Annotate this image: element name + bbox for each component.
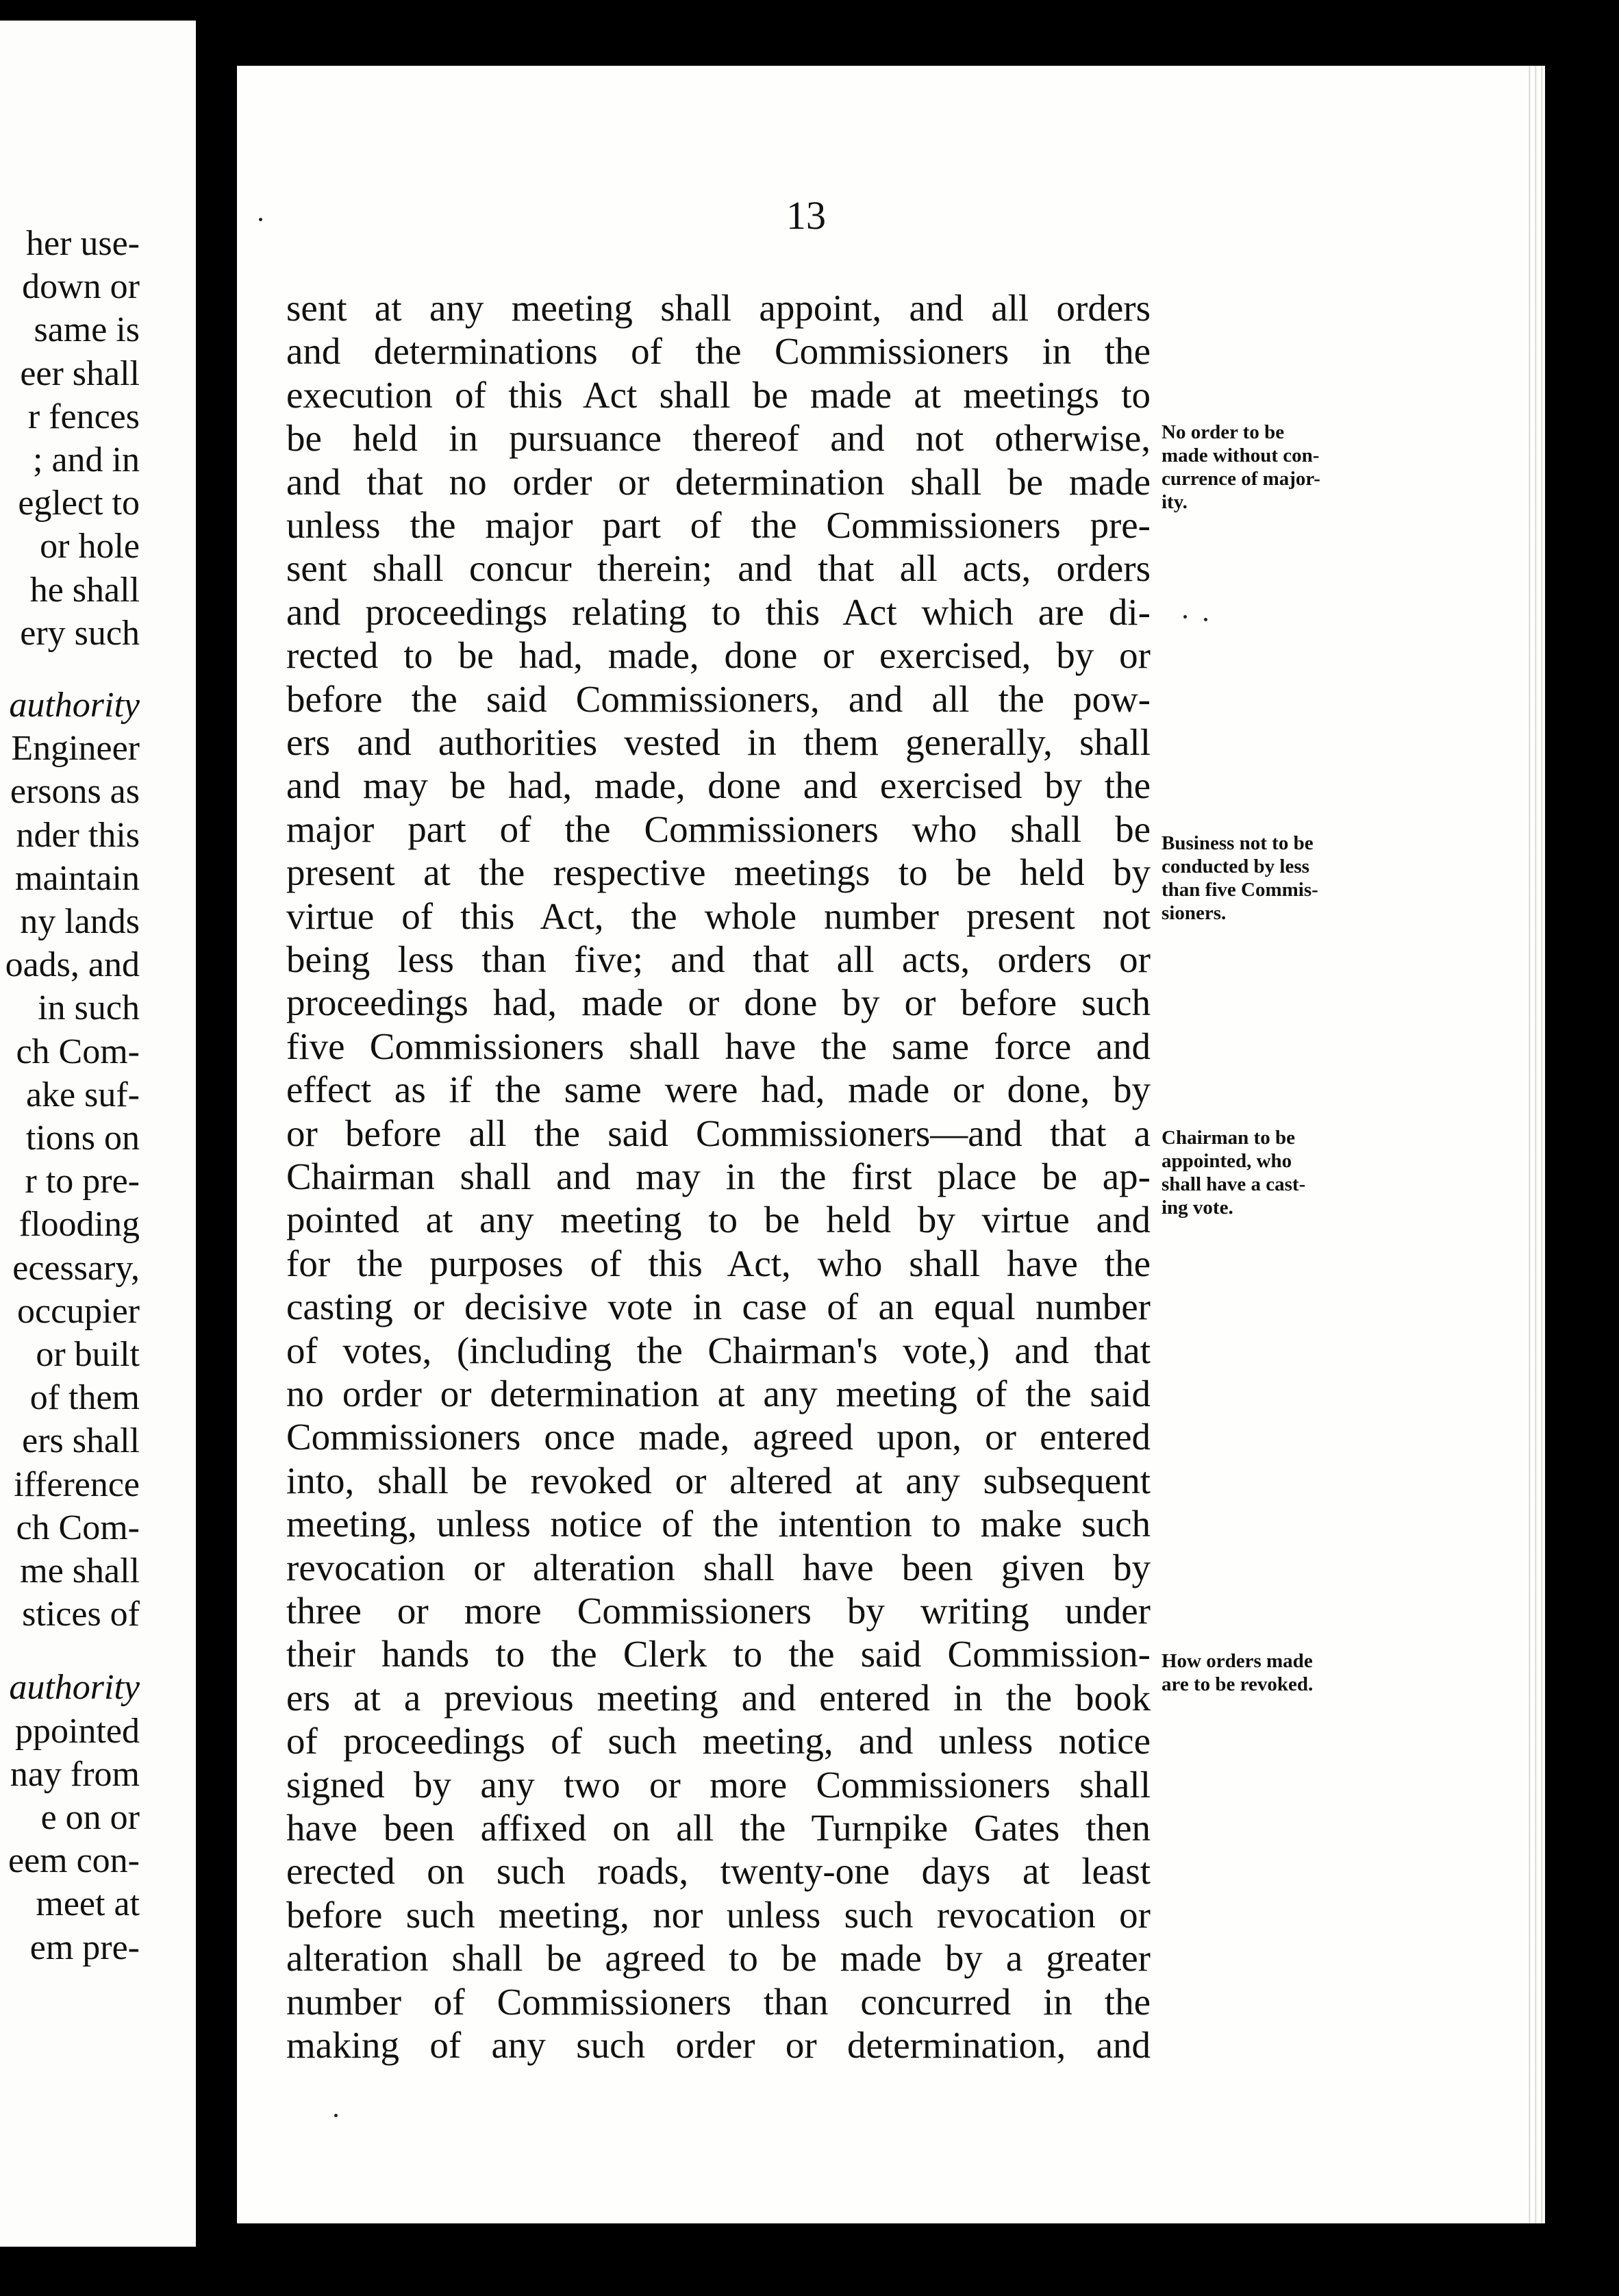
note-business-five-commissioners <box>1162 832 1394 925</box>
body-line: virtue of this Act, the whole number present not <box>286 895 1151 937</box>
body-line: number of Commissioners than concurred in the <box>286 1980 1151 2023</box>
facing-page-line: eer shall <box>20 353 140 393</box>
facing-page-line: eem con- <box>8 1841 140 1881</box>
marginal-note-line: conducted by less <box>1162 856 1309 877</box>
body-line: proceedings had, made or done by or before such <box>286 982 1151 1024</box>
facing-page-line: down or <box>22 267 140 307</box>
ink-speck <box>1204 618 1207 621</box>
marginal-note-line: shall have a cast- <box>1162 1173 1306 1195</box>
facing-page-line: authority <box>9 686 140 725</box>
facing-page-line: nder this <box>16 815 140 855</box>
facing-page-line: ery such <box>20 613 140 653</box>
marginal-note-line: currence of major- <box>1162 468 1320 490</box>
facing-page-line: in such <box>38 988 140 1028</box>
body-line: before such meeting, nor unless such revocation or <box>286 1893 1151 1936</box>
marginal-note-line: ing vote. <box>1162 1197 1233 1219</box>
body-line: sent at any meeting shall appoint, and all orders <box>286 287 1151 329</box>
body-line: and determinations of the Commissioners in the <box>286 330 1151 373</box>
facing-page-line: ifference <box>14 1464 140 1504</box>
body-line: of proceedings of such meeting, and unless notice <box>286 1720 1151 1762</box>
ink-speck <box>1183 615 1187 619</box>
facing-page-line: maintain <box>15 858 140 898</box>
body-line: casting or decisive vote in case of an equal number <box>286 1286 1151 1328</box>
note-no-order-without-majority <box>1162 421 1394 514</box>
marginal-note-line: appointed, who <box>1162 1150 1292 1172</box>
body-line: alteration shall be agreed to be made by a greater <box>286 1937 1151 1980</box>
body-line: rected to be had, made, done or exercised, by or <box>286 634 1151 677</box>
facing-page-line: e on or <box>40 1798 140 1837</box>
marginal-note-line: than five Commis- <box>1162 879 1318 901</box>
marginal-note-line: ity. <box>1162 491 1188 513</box>
body-line: pointed at any meeting to be held by virtue and <box>286 1199 1151 1241</box>
book-page <box>237 66 1545 2223</box>
note-orders-revoked <box>1162 1649 1394 1696</box>
body-line: no order or determination at any meeting of the said <box>286 1373 1151 1414</box>
facing-page-line: authority <box>9 1668 140 1708</box>
facing-page-line: occupier <box>16 1291 140 1331</box>
facing-page-line: ch Com- <box>16 1508 140 1547</box>
body-line: ers at a previous meeting and entered in the book <box>286 1676 1151 1719</box>
body-line: execution of this Act shall be made at meetings to <box>286 373 1151 416</box>
body-line: being less than five; and that all acts, orders or <box>286 938 1151 980</box>
facing-page-line: her use- <box>25 224 140 263</box>
body-line: making of any such order or determination, and <box>286 2024 1151 2066</box>
facing-page-line: he shall <box>29 570 140 610</box>
marginal-note-line: Business not to be <box>1162 832 1314 854</box>
facing-page-line: ake suf- <box>25 1075 140 1114</box>
marginal-note-line: made without con- <box>1162 445 1320 466</box>
body-line: and that no order or determination shall be made <box>286 460 1151 503</box>
body-line: have been affixed on all the Turnpike Gates then <box>286 1807 1151 1849</box>
marginal-note-line: How orders made <box>1162 1650 1313 1672</box>
facing-page-line: ersons as <box>10 772 140 812</box>
body-line: sent shall concur therein; and that all acts, orders <box>286 547 1151 590</box>
body-line: signed by any two or more Commissioners shall <box>286 1763 1151 1806</box>
facing-page-line: meet at <box>36 1884 140 1924</box>
facing-page-line: ecessary, <box>12 1248 140 1288</box>
body-line: or before all the said Commissioners—and that a <box>286 1112 1151 1154</box>
page-edges <box>1524 66 1545 2223</box>
body-line: be held in pursuance thereof and not otherwise, <box>286 417 1151 460</box>
facing-page-line: stices of <box>22 1595 140 1634</box>
facing-page-line: flooding <box>18 1205 140 1245</box>
facing-page-line: em pre- <box>29 1927 140 1967</box>
facing-page-line: r to pre- <box>25 1162 140 1201</box>
body-line: three or more Commissioners by writing under <box>286 1590 1151 1632</box>
body-line: five Commissioners shall have the same force and <box>286 1025 1151 1067</box>
body-line: revocation or alteration shall have been given by <box>286 1546 1151 1588</box>
body-line: present at the respective meetings to be held by <box>286 851 1151 894</box>
facing-page-line: nay from <box>10 1754 140 1794</box>
facing-page-line: or hole <box>40 527 140 566</box>
body-line: before the said Commissioners, and all the pow- <box>286 677 1151 720</box>
body-line: ers and authorities vested in them generally, shall <box>286 721 1151 763</box>
facing-page-line: same is <box>34 310 140 350</box>
body-line: effect as if the same were had, made or done, by <box>286 1069 1151 1111</box>
body-line: and may be had, made, done and exercised by the <box>286 764 1151 807</box>
marginal-note-line: sioners. <box>1162 902 1227 924</box>
ink-speck <box>259 218 262 221</box>
facing-page-line: r fences <box>27 397 140 436</box>
page-number: 13 <box>786 193 826 238</box>
body-line: of votes, (including the Chairman's vote,) and that <box>286 1329 1151 1371</box>
body-line: erected on such roads, twenty-one days at least <box>286 1850 1151 1893</box>
body-line: Chairman shall and may in the first place be ap- <box>286 1156 1151 1197</box>
facing-page-line: Engineer <box>11 729 140 769</box>
facing-page-line: ny lands <box>20 902 140 941</box>
body-line: into, shall be revoked or altered at any subsequent <box>286 1459 1151 1501</box>
body-line: unless the major part of the Commissioners pre- <box>286 504 1151 546</box>
facing-page-line: ; and in <box>33 440 140 479</box>
note-chairman-casting-vote <box>1162 1126 1394 1219</box>
body-line: Commissioners once made, agreed upon, or entered <box>286 1416 1151 1458</box>
ink-speck <box>334 2114 338 2117</box>
marginal-note-line: Chairman to be <box>1162 1127 1295 1149</box>
facing-page-line: of them <box>29 1378 140 1418</box>
facing-page-line: eglect to <box>18 484 140 523</box>
body-line: major part of the Commissioners who shall be <box>286 808 1151 850</box>
facing-page-line: or built <box>36 1335 140 1374</box>
body-line: their hands to the Clerk to the said Commission- <box>286 1633 1151 1675</box>
facing-page-line: me shall <box>20 1551 140 1590</box>
book-gutter <box>196 0 237 2296</box>
facing-page-line: tions on <box>25 1119 140 1158</box>
facing-page-line: oads, and <box>5 945 140 985</box>
facing-page-line: ers shall <box>22 1421 140 1461</box>
body-line: and proceedings relating to this Act which are di- <box>286 590 1151 633</box>
facing-page-line: ch Com- <box>16 1032 140 1071</box>
body-line: for the purposes of this Act, who shall have the <box>286 1242 1151 1284</box>
marginal-note-line: No order to be <box>1162 421 1285 443</box>
body-line: meeting, unless notice of the intention to make such <box>286 1503 1151 1545</box>
marginal-note-line: are to be revoked. <box>1162 1673 1314 1695</box>
facing-page-fragment <box>0 21 196 2247</box>
facing-page-line: ppointed <box>15 1711 140 1751</box>
